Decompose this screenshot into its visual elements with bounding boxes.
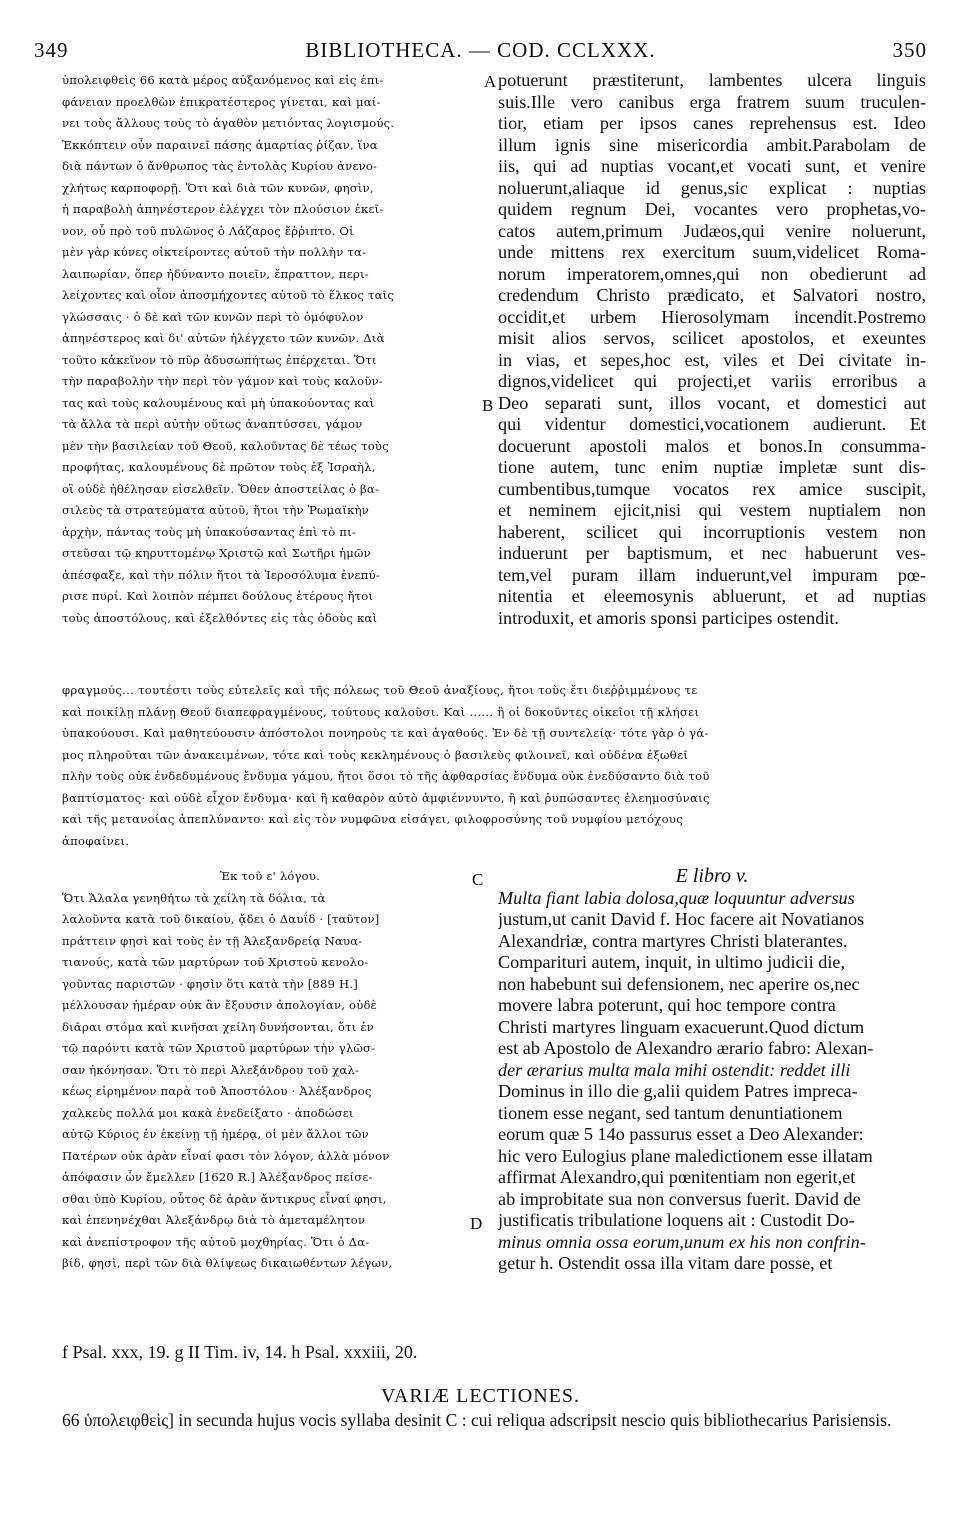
greek-text-line: οἳ οὐδὲ ἠθέλησαν εἰσελθεῖν. Ὅθεν ἀποστείλας ὁ βα- xyxy=(62,481,380,496)
latin-text-line: ab improbitate sua non conversus fuerit. David de xyxy=(498,1188,861,1209)
latin-section-heading: E libro v. xyxy=(675,866,749,887)
greek-text-line: φάνειαν προελθὼν ἐπικρατέστερος γίνεται, καὶ μαί- xyxy=(62,94,381,109)
latin-text-line: catos autem,primum Judæos,qui venire noluerunt, xyxy=(498,220,926,241)
greek-text-line: τιανούς, κατὰ τῶν μαρτύρων τοῦ Χριστοῦ κενολο- xyxy=(62,955,369,969)
latin-text-line: nitentia et eleemosynis abluerunt, et ad nuptias xyxy=(498,586,926,606)
latin-text-line: est ab Apostolo de Alexandro ærario fabro: Alexan- xyxy=(498,1038,874,1058)
latin-text-line: norum imperatorem,omnes,qui non obedierunt ad xyxy=(498,263,926,284)
latin-text-line: non habebunt sui defensionem, nec aperire os,nec xyxy=(498,973,860,994)
latin-text-line: affirmat Alexandro,qui pœnitentiam non egerit,et xyxy=(498,1167,856,1187)
latin-text-line: Deo separati sunt, illos vocant, et domestici aut xyxy=(498,392,926,413)
greek-full-width-text xyxy=(62,680,926,852)
greek-text-line: κέως εἰρημένον παρὰ τοῦ Ἀποστόλου · Ἀλέξανδρος xyxy=(62,1084,372,1098)
greek-column-bottom xyxy=(62,866,478,1275)
latin-text-line: minus omnia ossa eorum,unum ex his non confrin- xyxy=(498,1231,866,1252)
greek-text-line: ἀπέσφαξε, καὶ τὴν πόλιν ἤτοι τὰ Ἱεροσόλυμα ἐνεπύ- xyxy=(62,567,380,582)
latin-text-line: unde mittens rex exercitum suum,videlicet Roma- xyxy=(498,242,926,262)
latin-text-line: suis.Ille vero canibus erga fratrem suum truculen- xyxy=(498,91,926,112)
greek-text-line: Ὅτι Ἄλαλα γενηθήτω τὰ χείλη τὰ δόλια, τὰ xyxy=(62,890,326,905)
latin-text-line: tione autem, tunc enim nuptiæ impletæ sunt dis- xyxy=(498,457,926,477)
latin-text-line: eorum quæ 5 14o passurus esset a Deo Alexander: xyxy=(498,1124,864,1144)
greek-text-line: καὶ ἀνεπίστροφον τῆς αὐτοῦ μοχθηρίας. Ὅτι ὁ Δα- xyxy=(62,1234,370,1249)
greek-text-line: τοὺς ἀποστόλους, καὶ ἐξελθόντες εἰς τὰς ὁδοὺς καὶ xyxy=(62,610,378,625)
greek-text-line: νον, οὗ πρὸ τοῦ πυλῶνος ὁ Λάζαρος ἔῤῥιπτο. Οἱ xyxy=(62,223,354,238)
greek-text-line: διὰ πάντων ὁ ἄνθρωπος τὰς ἐντολὰς Κυρίου ἀνενο- xyxy=(62,159,378,173)
greek-text-line: στεῦσαι τῷ κηρυττομένῳ Χριστῷ καὶ Σωτῆρι ἡμῶν xyxy=(62,546,371,560)
margin-marker-a: A xyxy=(484,72,497,91)
greek-text-line: μὲν γὰρ κύνες οἰκτείροντες αὐτοῦ τὴν πολλὴν τα- xyxy=(62,245,367,259)
greek-text-line: βαπτίσματος· καὶ οὐδὲ εἶχον ἔνδυμα· καὶ ἢ καθαρὸν αὐτὸ ἀμφιέννυντο, ἢ καὶ ῥυπώσαντες ἐλεημοσύναις xyxy=(62,790,710,805)
latin-text-line: et neminem ejicit,nisi qui vestem nuptialem non xyxy=(498,500,926,520)
greek-text-line: καὶ ποικίλῃ πλάνῃ Θεοῦ διαπεφραγμένους, τούτους καλοῦσι. Καὶ ...... ἢ οἱ δοκοῦντες οἰκεῖοι τῇ κλήσει xyxy=(62,704,700,719)
greek-text-line: μὲν τὴν βασιλείαν τοῦ Θεοῦ, καλοῦντας δὲ τέως τοὺς xyxy=(62,438,389,453)
greek-text-line: χαλκεὺς πολλά μοι κακὰ ἐνεδείξατο · ἀποδώσει xyxy=(62,1105,354,1120)
greek-text-line: γλώσσαις · ὁ δὲ καὶ τῶν κυνῶν περὶ τὸ ὁμόφυλον xyxy=(62,309,364,324)
latin-text-line: justum,ut canit David f. Hoc facere ait Novatianos xyxy=(498,909,865,929)
greek-text-line: προφήτας, καλουμένους δὲ πρῶτον τοὺς ἐξ Ἰσραὴλ, xyxy=(62,460,376,474)
greek-text-line: Ἐκκόπτειν οὖν παραινεῖ πάσης ἁμαρτίας ῥίζαν, ἵνα xyxy=(62,137,378,152)
greek-text-line: ἡ παραβολὴ ἀπηνέστερον ἐλέγχει τὸν πλούσιον ἐκεῖ- xyxy=(62,202,384,216)
latin-text-line: misit alios servos, scilicet apostolos, et exeuntes xyxy=(498,328,926,348)
greek-text-line: ἀποφαίνει. xyxy=(62,833,130,848)
latin-text-line: dignos,videlicet qui projecti,et variis erroribus a xyxy=(498,371,926,391)
latin-text-line: Comparituri autem, inquit, in ultimo judicii die, xyxy=(498,952,846,972)
greek-text-line: πράττειν φησὶ καὶ τοὺς ἐν τῇ Ἀλεξανδρείᾳ Ναυα- xyxy=(62,933,363,948)
page-number-right: 350 xyxy=(892,38,927,62)
greek-column-top xyxy=(62,70,478,629)
greek-text-line: σιλεὺς τὰ στρατεύματα αὐτοῦ, ἤτοι τὴν Ῥωμαϊκὴν xyxy=(62,503,370,517)
latin-text-line: cumbentibus,tumque vocatos rex amice suscipit, xyxy=(498,478,926,499)
greek-text-line: γοῦντας παριστῶν · φησὶν ὅτι κατὰ τὴν [889 H.] xyxy=(62,976,358,991)
greek-text-line: μέλλουσαν ἡμέραν οὐκ ἂν ἔξουσιν ἀπολογίαν, οὐδὲ xyxy=(62,998,378,1012)
latin-text-line: Dominus in illo die g,alii quidem Patres impreca- xyxy=(498,1081,858,1101)
latin-text-line: Multa fiant labia dolosa,quæ loquuntur adversus xyxy=(498,887,855,908)
greek-text-line: Πατέρων οὐκ ἀρὰν εἶναί φασι τὸν λόγον, ἀλλὰ μόνον xyxy=(62,1148,390,1163)
greek-text-line: ἀπηνέστερος καὶ δι' αὐτῶν ἠλέγχετο τῶν κυνῶν. Διὰ xyxy=(62,331,385,345)
greek-text-line: ἀρχὴν, πάντας τοὺς μὴ ὑπακούσαντας ἐπὶ τὸ πι- xyxy=(62,524,356,539)
latin-text-line: noluerunt,aliaque id genus,sic explicat : nuptias xyxy=(498,177,926,198)
greek-text-line: τῷ παρόντι κατὰ τῶν Χριστοῦ μαρτύρων τὴν γλῶσ- xyxy=(62,1041,376,1055)
latin-text-line: Alexandriæ, contra martyres Christi blaterantes. xyxy=(498,930,848,951)
greek-text-line: τοῦτο κἀκεῖνον τὸ πῦρ ἀδυσωπήτως ἐπέρχεται. Ὅτι xyxy=(62,352,377,367)
latin-text-line: getur h. Ostendit ossa illa vitam dare posse, et xyxy=(498,1253,833,1273)
latin-text-line: movere labra poterunt, qui hoc tempore contra xyxy=(498,995,836,1015)
footnotes: f Psal. xxx, 19. g II Tim. iv, 14. h Psal. xxxiii, 20. xyxy=(62,1342,418,1362)
latin-text-line: occidit,et urbem Hierosolymam incendit.Postremo xyxy=(498,306,926,327)
greek-text-line: λαλοῦντα κατὰ τοῦ δικαίου, ᾄδει ὁ Δαυΐδ · [ταῦτον] xyxy=(62,912,380,926)
margin-marker-c: C xyxy=(472,870,484,889)
latin-column-top xyxy=(498,70,926,629)
latin-text-line: induerunt per baptismum, et nec habuerunt ves- xyxy=(498,543,926,563)
greek-text-line: σθαι ὑπὸ Κυρίου, οὗτος δὲ ἀρὰν ἄντικρυς εἶναί φησι, xyxy=(62,1191,387,1206)
latin-text-line: der ærarius multa mala mihi ostendit: reddet illi xyxy=(498,1059,851,1080)
variae-lectiones-title: VARIÆ LECTIONES. xyxy=(381,1385,580,1407)
latin-text-line: Christi martyres linguam exacuerunt.Quod dictum xyxy=(498,1016,865,1037)
latin-text-line: introduxit, et amoris sponsi participes ostendit. xyxy=(498,607,839,628)
greek-text-line: νει τοὺς ἄλλους τοὺς τὸ ἀγαθὸν μετιόντας λογισμούς. xyxy=(62,116,395,130)
latin-text-line: illum ignis sine misericordia ambit.Parabolam de xyxy=(498,134,926,155)
greek-text-line: ἀπόφασιν ὧν ἔμελλεν [1620 R.] Ἀλέξανδρος πείσε- xyxy=(62,1170,373,1184)
latin-text-line: in vias, et sepes,hoc est, viles et Dei civitate in- xyxy=(498,349,926,370)
latin-text-line: haberent, scilicet qui incorruptionis vestem non xyxy=(498,521,926,542)
latin-column-bottom xyxy=(498,866,926,1275)
greek-text-line: διᾶραι στόμα καὶ κινῆσαι χείλη δυνήσονται, ὅτι ἐν xyxy=(62,1019,375,1034)
margin-marker-d: D xyxy=(470,1214,483,1233)
latin-text-line: tior, etiam per ipsos canes reprehensus est. Ideo xyxy=(498,113,926,133)
running-title: BIBLIOTHECA. — COD. CCLXXX. xyxy=(305,38,656,62)
greek-section-heading: Ἐκ τοῦ ε' λόγου. xyxy=(220,869,320,883)
greek-text-line: καὶ τῆς μετανοίας ἀπεπλύναντο· καὶ εἰς τὸν νυμφῶνα εἰσάγει, φιλοφροσύνης τοῦ νυμφίου μετόχους xyxy=(62,812,684,826)
running-header xyxy=(30,38,931,66)
greek-text-line: βίδ, φησὶ, περὶ τῶν διὰ θλίψεως δικαιωθέντων λέγων, xyxy=(62,1256,393,1270)
variae-lectiones-text: 66 ὑπολειφθεὶς] in secunda hujus vocis syllaba desinit C : cui reliqua adscripsit nescio quis bibliothecarius Parisiensis. xyxy=(62,1410,892,1430)
latin-text-line: tem,vel puram illam induerunt,vel impuram pœ- xyxy=(498,564,926,585)
greek-text-line: ρισε πυρί. Καὶ λοιπὸν πέμπει δούλους ἑτέρους ἤτοι xyxy=(62,589,374,603)
greek-text-line: λείχοντες καὶ οἷον ἀποσμήχοντες αὐτοῦ τὸ ἕλκος ταῖς xyxy=(62,288,395,302)
greek-text-line: μος πληροῦται τῶν ἀνακειμένων, τότε καὶ τοὺς κεκλημένους ὁ βασιλεὺς φιλοινεῖ, καὶ οὐδένα ἐξωθεῖ xyxy=(62,747,689,762)
greek-text-line: τας καὶ τοὺς καλουμένους καὶ μὴ ὑπακούοντας καὶ xyxy=(62,395,375,410)
latin-text-line: hic vero Eulogius plane maledictionem esse illatam xyxy=(498,1145,873,1166)
margin-marker-b: B xyxy=(482,396,494,415)
latin-text-line: qui videntur domestici,vocationem audierunt. Et xyxy=(498,414,926,434)
latin-text-line: iis, qui ad nuptias vocant,et vocati sunt, et venire xyxy=(498,156,926,176)
latin-text-line: quidem regnum Dei, vocantes vero prophetas,vo- xyxy=(498,199,926,219)
latin-text-line: credendum Christo prædicato, et Salvatori nostro, xyxy=(498,285,926,305)
greek-text-line: αὐτῷ Κύριος ἐν ἐκείνῃ τῇ ἡμέρᾳ, οἱ μὲν ἄλλοι τῶν xyxy=(62,1127,369,1141)
greek-text-line: σαν ἠκόνησαν. Ὅτι τὸ περὶ Ἀλεξάνδρου τοῦ χαλ- xyxy=(62,1062,360,1077)
greek-text-line: καὶ ἐπενηνέχθαι Ἀλεξάνδρῳ διὰ τὸ ἀμεταμέλητον xyxy=(62,1213,366,1227)
latin-text-line: tionem esse negant, sed tantum denuntiationem xyxy=(498,1102,843,1123)
latin-text-line: justificatis tribulatione loquens ait : Custodit Do- xyxy=(498,1210,855,1230)
greek-text-line: τὰ ἄλλα τὰ περὶ αὐτὴν οὕτως ἀναπτύσσει, γάμον xyxy=(62,417,363,431)
latin-text-line: docuerunt apostoli malos et bonos.In consumma- xyxy=(498,435,926,456)
greek-text-line: χλήτως καρποφορῇ. Ὅτι καὶ διὰ τῶν κυνῶν, φησὶν, xyxy=(62,180,374,195)
greek-text-line: ὑπακούουσι. Καὶ μαθητεύουσιν ἀπόστολοι πονηροὺς τε καὶ ἀγαθούς. Ἐν δὲ τῇ συντελείᾳ· τότε γὰρ ὁ γά- xyxy=(62,726,709,740)
greek-text-line: τὴν παραβολὴν τὴν περὶ τὸν γάμον καὶ τοὺς καλοῦν- xyxy=(62,374,383,388)
latin-text-line: potuerunt præstiterunt, lambentes ulcera linguis xyxy=(498,70,926,90)
greek-text-line: πλὴν τοὺς οὐκ ἐνδεδυμένους ἔνδυμα γάμου, ἤτοι ὅσοι τὸ τῆς ἀφθαρσίας ἔνδυμα οὐκ ἐνεδύσαντο διὰ τοῦ xyxy=(62,769,710,783)
greek-text-line: ὑπολειφθεὶς 66 κατὰ μέρος αὐξανόμενος καὶ εἰς ἐπι- xyxy=(62,73,384,87)
greek-text-line: λαιπωρίαν, ὅπερ ἠδύναντο ποιεῖν, ἔπραττον, περι- xyxy=(62,266,369,281)
greek-text-line: φραγμούς... τουτέστι τοὺς εὐτελεῖς καὶ τῆς πόλεως τοῦ Θεοῦ ἀναξίους, ἤτοι τοὺς ἔτι διεῤῥιμμένους τε xyxy=(62,683,698,697)
page-number-left: 349 xyxy=(34,38,69,62)
